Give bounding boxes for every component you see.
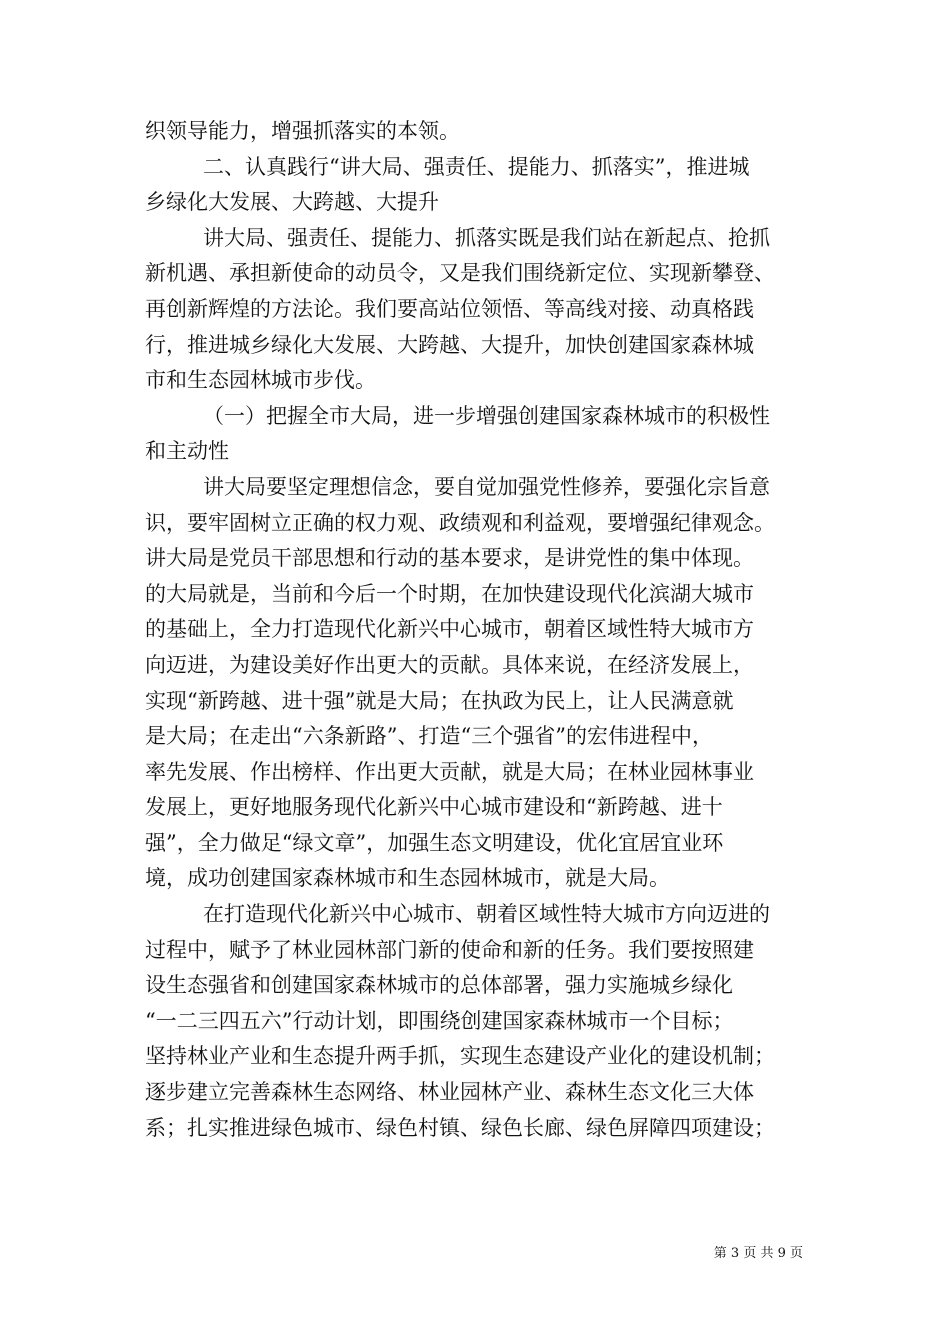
text-line: （一）把握全市大局，进一步增强创建国家森林城市的积极性 [203, 403, 770, 428]
document-body [145, 114, 825, 1146]
text-line: 逐步建立完善森林生态网络、林业园林产业、森林生态文化三大体 [145, 1080, 754, 1105]
text-line: 发展上，更好地服务现代化新兴中心城市建设和“新跨越、进十 [145, 795, 723, 820]
text-line: 识，要牢固树立正确的权力观、政绩观和利益观，要增强纪律观念。 [145, 510, 775, 535]
page-number: 第 3 页 共 9 页 [713, 1246, 803, 1261]
text-line: 设生态强省和创建国家森林城市的总体部署，强力实施城乡绿化 [145, 973, 733, 998]
text-line: 市和生态园林城市步伐。 [145, 368, 376, 393]
text-line: 系；扎实推进绿色城市、绿色村镇、绿色长廊、绿色屏障四项建设； [145, 1115, 775, 1140]
text-line: 讲大局要坚定理想信念，要自觉加强党性修养，要强化宗旨意 [203, 474, 770, 499]
text-line: 向迈进，为建设美好作出更大的贡献。具体来说，在经济发展上， [145, 652, 754, 677]
text-line: 的基础上，全力打造现代化新兴中心城市，朝着区域性特大城市方 [145, 617, 754, 642]
text-line: 二、认真践行“讲大局、强责任、提能力、抓落实”，推进城 [203, 154, 750, 179]
text-line: 的大局就是，当前和今后一个时期，在加快建设现代化滨湖大城市 [145, 581, 754, 606]
text-line: 新机遇、承担新使命的动员令，又是我们围绕新定位、实现新攀登、 [145, 261, 775, 286]
text-line: 讲大局、强责任、提能力、抓落实既是我们站在新起点、抢抓 [203, 225, 770, 250]
text-line: 强”，全力做足“绿文章”，加强生态文明建设，优化宜居宜业环 [145, 830, 724, 855]
text-line: 率先发展、作出榜样、作出更大贡献，就是大局；在林业园林事业 [145, 759, 754, 784]
text-line: 境，成功创建国家森林城市和生态园林城市，就是大局。 [145, 866, 670, 891]
text-line: 再创新辉煌的方法论。我们要高站位领悟、等高线对接、动真格践 [145, 296, 754, 321]
text-line: 和主动性 [145, 439, 229, 464]
text-line: 讲大局是党员干部思想和行动的基本要求，是讲党性的集中体现。 [145, 546, 754, 571]
text-line: 实现“新跨越、进十强”就是大局；在执政为民上，让人民满意就 [145, 688, 734, 713]
text-line: 乡绿化大发展、大跨越、大提升 [145, 190, 439, 215]
text-line: “一二三四五六”行动计划，即围绕创建国家森林城市一个目标； [145, 1008, 734, 1033]
text-line: 过程中，赋予了林业园林部门新的使命和新的任务。我们要按照建 [145, 937, 754, 962]
text-line: 坚持林业产业和生态提升两手抓，实现生态建设产业化的建设机制； [145, 1044, 775, 1069]
text-line: 织领导能力，增强抓落实的本领。 [145, 119, 460, 143]
text-line: 是大局；在走出“六条新路”、打造“三个强省”的宏伟进程中， [145, 724, 713, 749]
text-line: 行，推进城乡绿化大发展、大跨越、大提升，加快创建国家森林城 [145, 332, 754, 357]
text-line: 在打造现代化新兴中心城市、朝着区域性特大城市方向迈进的 [203, 902, 770, 927]
